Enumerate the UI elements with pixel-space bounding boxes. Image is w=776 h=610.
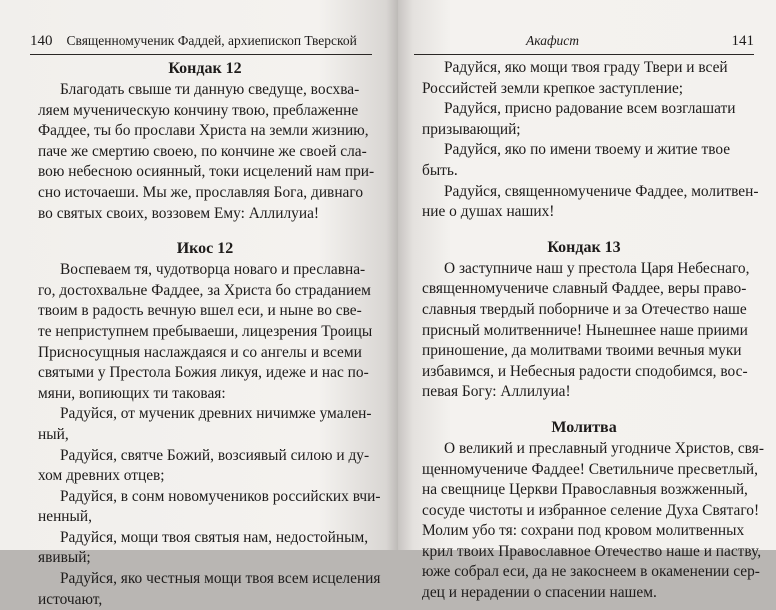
ikos-12-line: Радуйся, в сонм новомучеников российских вчи- — [60, 487, 381, 505]
prayer-line: сосуде чистоты и избранное селение Духа Святаго! — [422, 501, 760, 519]
kontakion-13-heading: Кондак 13 — [547, 238, 621, 256]
ikos-12-line: хом древних отцев; — [38, 467, 165, 485]
ikos-12-line: Воспеваем тя, чудотворца новаго и преславна- — [60, 261, 366, 279]
kontakion-12-line: паче же смертию своею, по кончине же своей сла- — [38, 142, 367, 160]
kontakion-12-heading: Кондак 12 — [168, 60, 242, 77]
continuation-line: Радуйся, присно радование всем возглашати — [444, 100, 736, 118]
ikos-12-line: твоим в радость вечную вшел еси, и ныне во све- — [38, 302, 362, 320]
ikos-12-line: явивый; — [38, 549, 91, 567]
kontakion-13-line: О заступниче наш у престола Царя Небеснаго, — [444, 259, 750, 277]
continuation-line: Радуйся, священномучениче Фаддее, молитвен- — [444, 182, 759, 200]
kontakion-12-line: ляем мученическую кончину твою, преблаженне — [38, 101, 359, 119]
continuation-line: Российстей земли крепкое заступление; — [422, 79, 684, 97]
ikos-12-line: те неприступнем пребываеши, лицезрения Троицы — [38, 322, 373, 340]
kontakion-13-line: певая Богу: Аллилуиа! — [422, 383, 571, 401]
ikos-12-line: ненный, — [38, 508, 92, 526]
ikos-12-text — [38, 260, 381, 610]
ikos-12-line: Радуйся, от мученик древних ничимже умален- — [60, 405, 372, 423]
kontakion-12-line: Фаддее, ты бо прослави Христа на земли жизнию, — [38, 122, 369, 140]
ikos-12-line: Радуйся, мощи твоя святыя нам, недостойным, — [60, 528, 369, 546]
prayer-line: крил твоих Православное Отечество наше и паству, — [422, 542, 762, 560]
prayer-line: дец и нерадении о спасении нашем. — [422, 584, 657, 602]
kontakion-13-line: присный молитвенниче! Нынешнее наше приими — [422, 321, 748, 339]
kontakion-13-line: славныя твердый поборниче и за Отечество наше — [422, 300, 747, 318]
prayer-text — [422, 439, 764, 604]
continuation-line: Радуйся, яко мощи твоя граду Твери и всей — [444, 59, 728, 76]
right-page-number: 141 — [731, 33, 754, 49]
right-running-head: Акафист — [526, 33, 580, 48]
kontakion-13-line: избавимся, и Небесныя радости сподобимся, вос- — [422, 362, 748, 380]
right-page-header — [414, 33, 754, 53]
right-header-rule — [414, 54, 754, 55]
right-page-body — [422, 58, 764, 604]
ikos-12-line: святыми у Престола Божия ликуя, идеже и нас по- — [38, 364, 369, 382]
left-page-number: 140 — [30, 33, 53, 49]
continuation-line: Радуйся, яко по имени твоему и житие твое — [444, 141, 731, 159]
kontakion-12-text — [38, 80, 375, 224]
ikos-12-line: Радуйся, яко честныя мощи твоя всем исцеления — [60, 570, 381, 588]
kontakion-12-line: вою небесною осиянный, токи исцелений нам при- — [38, 163, 375, 181]
prayer-line: О великий и преславный угодниче Христов, свя- — [444, 439, 764, 457]
kontakion-13-line: приношение, да молитвами твоими вечныя муки — [422, 342, 742, 360]
prayer-heading: Молитва — [551, 418, 617, 436]
ikos-12-line: мяни, вопиющих ти таковая: — [38, 384, 226, 402]
prayer-line: Молим убо тя: сохрани под кровом молитвенных — [422, 522, 745, 540]
continuation-line: быть. — [422, 161, 458, 179]
kontakion-12-line: сно источаеши. Мы же, прославляя Бога, дивнаго — [38, 183, 364, 201]
left-page-body — [38, 58, 381, 610]
prayer-line: на свещнице Церкви Православныя возжженный, — [422, 481, 748, 499]
kontakion-13-line: священномучениче славный Фаддее, веры право- — [422, 280, 747, 298]
ikos-12-line: источают, — [38, 590, 103, 608]
ikos-12-line: ный, — [38, 425, 69, 443]
continuation-line: ние о душах наших! — [422, 203, 555, 221]
ikos-12-heading: Икос 12 — [176, 240, 234, 258]
ikos-12-continuation — [422, 58, 759, 223]
ikos-12-line: го, достохвальне Фаддее, за Христа бо страданием — [38, 281, 371, 299]
kontakion-13-text — [422, 259, 750, 403]
left-page-header — [30, 33, 372, 53]
continuation-line: призывающий; — [422, 120, 521, 138]
kontakion-12-line: Благодать свыше ти данную сведуще, восхва- — [60, 81, 360, 98]
ikos-12-line: Радуйся, святче Божий, возсиявый силою и ду- — [60, 446, 370, 464]
prayer-line: щенномучениче Фаддее! Светильниче пресветлый, — [422, 460, 759, 478]
ikos-12-line: Присносущныя наслаждаяся и со ангелы и всеми — [38, 343, 362, 361]
prayer-line: юже собрал еси, да не закоснеем в окаменении сер- — [422, 563, 760, 581]
kontakion-12-line: во святых своих, воззовем Ему: Аллилуиа! — [38, 204, 320, 222]
right-page — [398, 0, 776, 602]
left-running-head: Священномученик Фаддей, архиепископ Тверской — [66, 33, 357, 48]
left-header-rule — [30, 54, 372, 55]
